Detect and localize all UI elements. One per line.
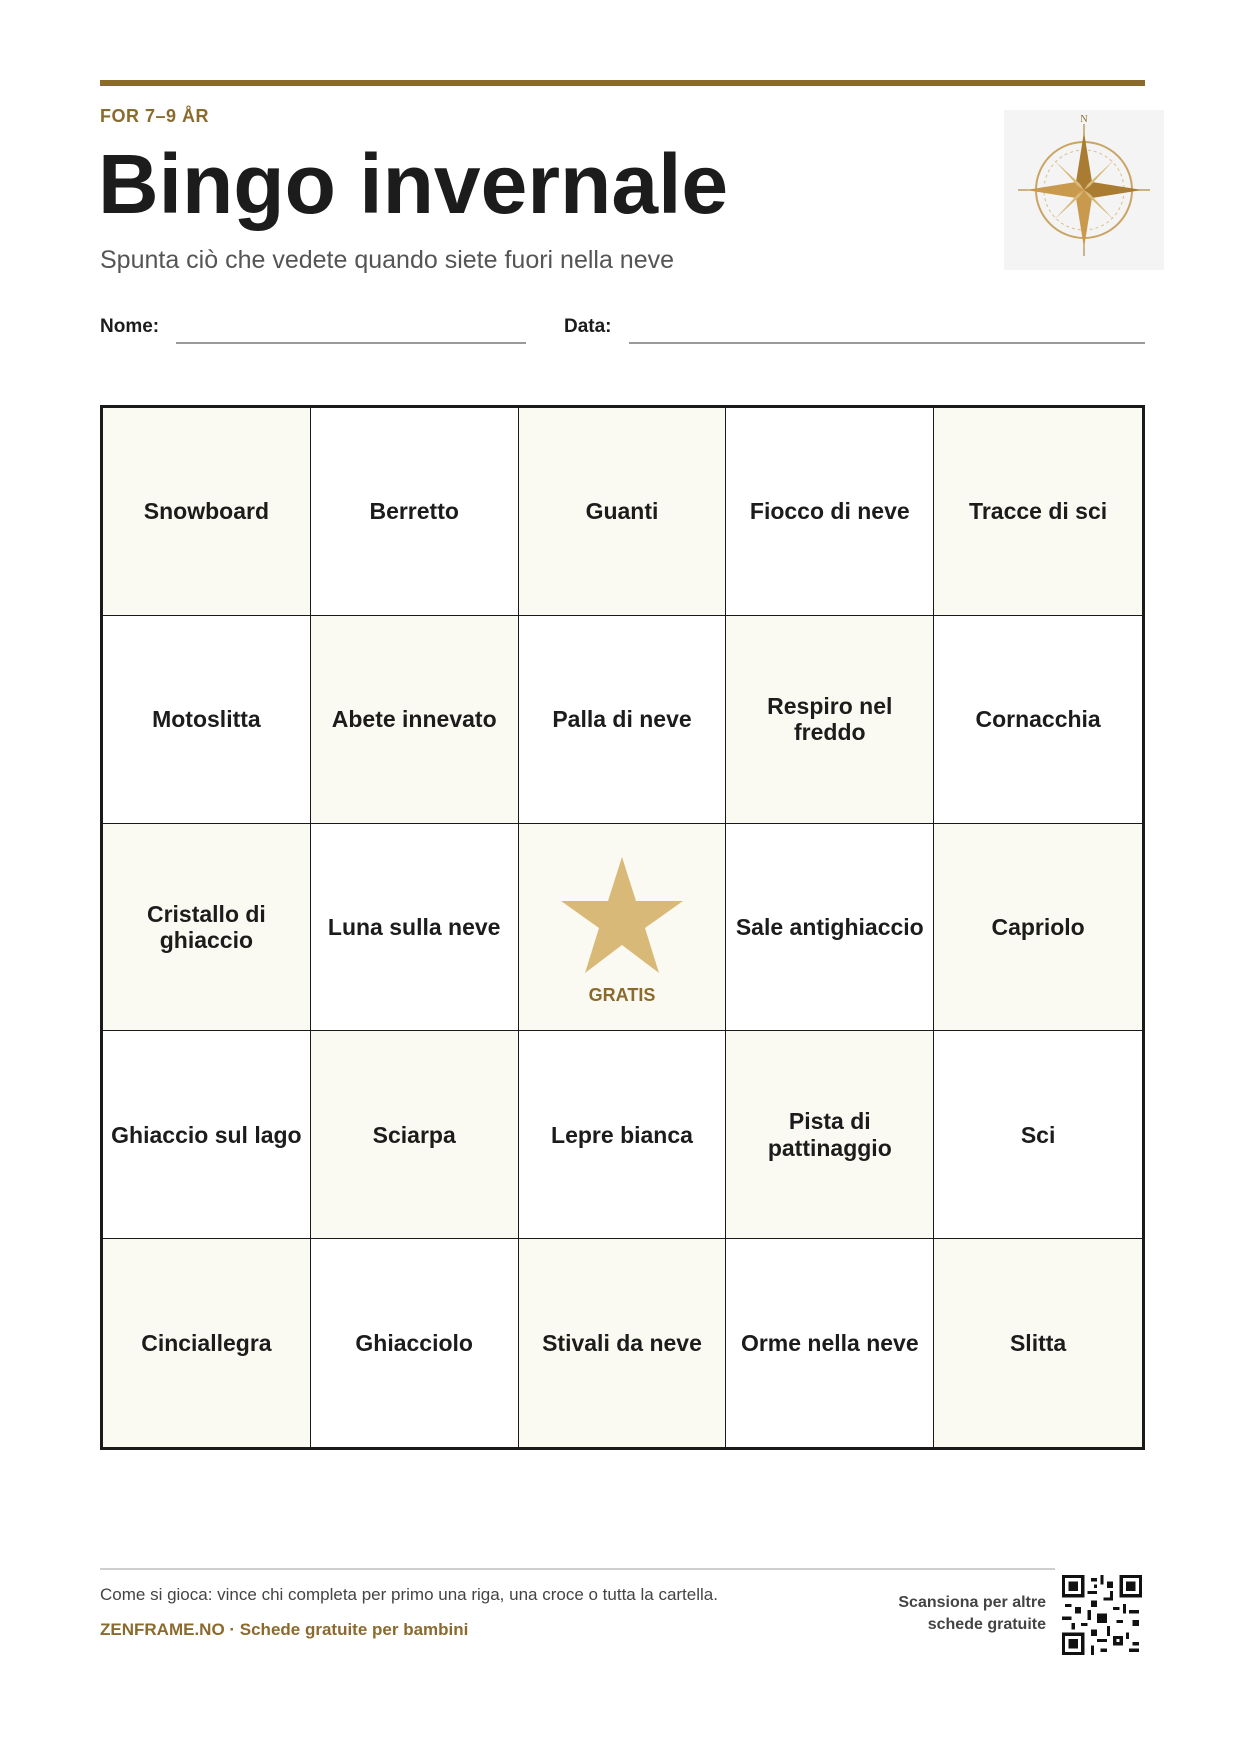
name-label: Nome: xyxy=(100,316,160,337)
free-cell[interactable] xyxy=(519,824,727,1032)
date-label: Data: xyxy=(564,316,612,337)
bingo-cell[interactable]: Cinciallegra xyxy=(103,1239,311,1447)
bingo-cell[interactable]: Guanti xyxy=(519,408,727,616)
svg-text:N: N xyxy=(1080,114,1088,125)
bingo-cell[interactable]: Tracce di sci xyxy=(934,408,1142,616)
top-rule xyxy=(100,80,1145,86)
brand-link[interactable]: ZENFRAME.NO · Schede gratuite per bambini xyxy=(100,1620,469,1639)
bingo-cell[interactable]: Respiro nel freddo xyxy=(726,616,934,824)
name-field[interactable] xyxy=(176,342,526,344)
bingo-cell[interactable]: Sale antighiaccio xyxy=(726,824,934,1032)
date-field[interactable] xyxy=(629,342,1145,344)
bingo-cell[interactable]: Sciarpa xyxy=(311,1031,519,1239)
age-label: FOR 7–9 ÅR xyxy=(100,106,210,126)
bingo-cell[interactable]: Orme nella neve xyxy=(726,1239,934,1447)
star-icon xyxy=(559,855,685,975)
bingo-cell[interactable]: Cornacchia xyxy=(934,616,1142,824)
bingo-cell[interactable]: Cristallo di ghiaccio xyxy=(103,824,311,1032)
page-title: Bingo invernale xyxy=(98,137,729,231)
bingo-cell[interactable]: Fiocco di neve xyxy=(726,408,934,616)
bingo-cell[interactable]: Capriolo xyxy=(934,824,1142,1032)
bingo-cell[interactable]: Pista di pattinaggio xyxy=(726,1031,934,1239)
how-to-play-text: Come si gioca: vince chi completa per primo una riga, una croce o tutta la cartella. xyxy=(100,1585,718,1604)
footer-divider xyxy=(100,1568,1055,1570)
bingo-cell[interactable]: Sci xyxy=(934,1031,1142,1239)
bingo-board xyxy=(100,405,1145,1450)
bingo-cell[interactable]: Slitta xyxy=(934,1239,1142,1447)
bingo-cell[interactable]: Lepre bianca xyxy=(519,1031,727,1239)
bingo-cell[interactable]: Ghiaccio sul lago xyxy=(103,1031,311,1239)
bingo-cell[interactable]: Abete innevato xyxy=(311,616,519,824)
bingo-cell[interactable]: Palla di neve xyxy=(519,616,727,824)
page-subtitle: Spunta ciò che vedete quando siete fuori nella neve xyxy=(100,246,675,274)
free-label: GRATIS xyxy=(588,984,656,1005)
bingo-cell[interactable]: Luna sulla neve xyxy=(311,824,519,1032)
qr-code-icon[interactable] xyxy=(1062,1575,1142,1655)
bingo-cell[interactable]: Stivali da neve xyxy=(519,1239,727,1447)
bingo-cell[interactable]: Berretto xyxy=(311,408,519,616)
scan-text: Scansiona per altre schede gratuite xyxy=(898,1594,1046,1634)
bingo-cell[interactable]: Motoslitta xyxy=(103,616,311,824)
bingo-cell[interactable]: Snowboard xyxy=(103,408,311,616)
compass-rose-icon xyxy=(1004,110,1164,270)
bingo-cell[interactable]: Ghiacciolo xyxy=(311,1239,519,1447)
